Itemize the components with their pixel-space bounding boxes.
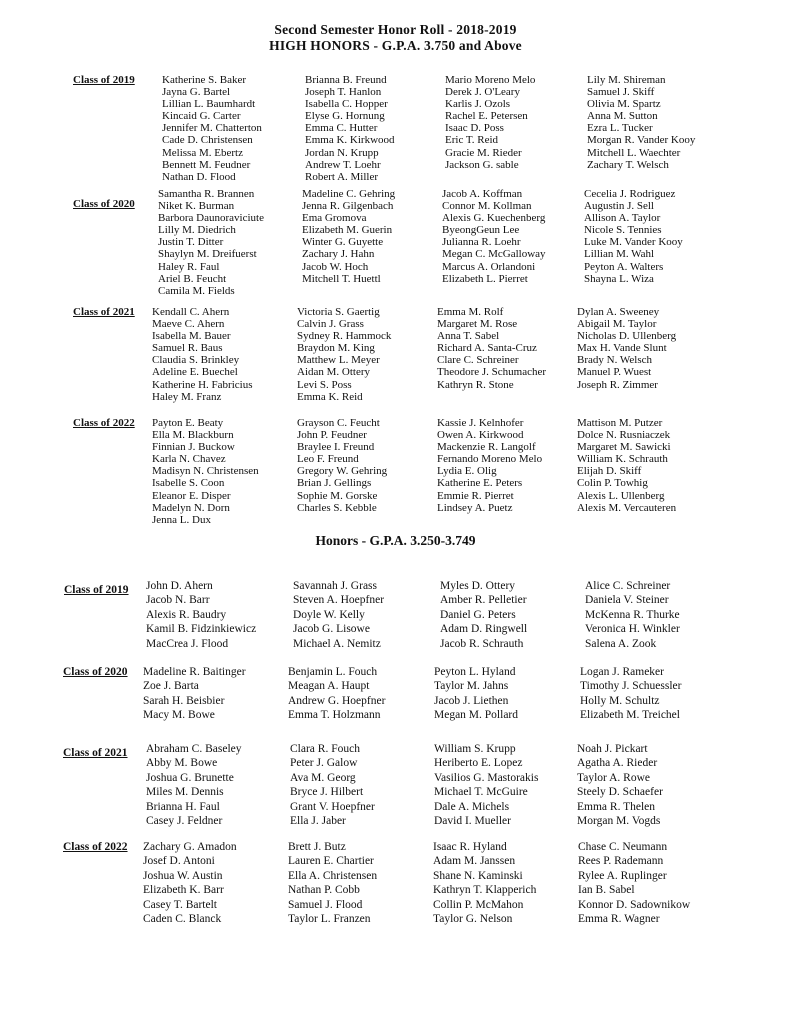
student-name: Elizabeth L. Pierret — [442, 272, 528, 285]
student-name: Katherine E. Peters — [437, 477, 523, 490]
student-name: Mattison M. Putzer — [577, 417, 663, 429]
student-name: Claudia S. Brinkley — [152, 354, 240, 367]
student-name: Nathan D. Flood — [162, 170, 236, 183]
student-name: Adam M. Janssen — [433, 855, 516, 868]
class-label: Class of 2022 — [63, 841, 128, 853]
student-name: Max H. Vande Slunt — [577, 342, 667, 355]
student-name: Marcus A. Orlandoni — [442, 260, 536, 273]
student-name: Steely D. Schaefer — [577, 786, 663, 799]
student-name: Agatha A. Rieder — [577, 757, 658, 770]
student-name: Owen A. Kirkwood — [437, 429, 524, 442]
student-name: Dolce N. Rusniaczek — [577, 429, 671, 442]
name-column — [162, 74, 262, 183]
student-name: Collin P. McMahon — [433, 898, 524, 911]
page-header — [0, 22, 791, 54]
student-name: Grayson C. Feucht — [297, 417, 380, 429]
student-name: Alice C. Schreiner — [585, 580, 671, 592]
student-name: Brian J. Gellings — [297, 477, 372, 490]
student-name: Victoria S. Gaertig — [297, 306, 380, 318]
student-name: Rees P. Rademann — [578, 855, 664, 868]
student-name: Anna M. Sutton — [587, 110, 658, 123]
name-column — [152, 306, 253, 403]
student-name: Bryce J. Hilbert — [290, 786, 364, 799]
student-name: Sydney R. Hammock — [297, 330, 392, 343]
name-column — [445, 74, 535, 171]
student-name: Shaylyn M. Dreifuerst — [158, 248, 257, 261]
student-name: Elijah D. Skiff — [577, 465, 642, 478]
student-name: Alexis G. Kuechenberg — [442, 212, 546, 225]
student-name: Madelyn N. Dorn — [152, 501, 230, 514]
student-name: Anna T. Sabel — [437, 330, 500, 343]
student-name: Emma T. Holzmann — [288, 709, 381, 722]
class-label: Class of 2022 — [73, 417, 135, 429]
student-name: Konnor D. Sadownikow — [578, 898, 691, 911]
name-column — [440, 579, 527, 651]
student-name: Mitchell L. Waechter — [587, 146, 681, 159]
student-name: Alexis R. Baudry — [146, 608, 227, 621]
student-name: Rachel E. Petersen — [445, 110, 528, 123]
student-name: Lillian M. Wahl — [584, 248, 655, 261]
name-column — [577, 306, 676, 391]
student-name: Joshua G. Brunette — [146, 771, 234, 784]
student-name: Matthew L. Meyer — [297, 354, 380, 367]
student-name: Lindsey A. Puetz — [437, 501, 513, 514]
class-label: Class of 2020 — [63, 666, 128, 678]
student-name: Mackenzie R. Langolf — [437, 441, 536, 454]
student-name: Clare C. Schreiner — [437, 354, 519, 367]
student-name: Noah J. Pickart — [577, 743, 648, 755]
student-name: Jacob R. Schrauth — [440, 637, 524, 650]
student-name: Leo F. Freund — [297, 453, 359, 466]
student-name: Savannah J. Grass — [293, 580, 377, 592]
name-column — [434, 665, 518, 723]
student-name: Elizabeth M. Guerin — [302, 224, 393, 237]
student-name: David I. Mueller — [434, 814, 511, 827]
student-name: Taylor L. Franzen — [288, 912, 371, 925]
name-column — [297, 306, 391, 403]
student-name: Salena A. Zook — [585, 637, 657, 650]
student-name: Ezra L. Tucker — [587, 122, 653, 135]
student-name: Elizabeth K. Barr — [143, 884, 224, 897]
student-name: Elizabeth M. Treichel — [580, 709, 680, 722]
student-name: Colin P. Towhig — [577, 477, 648, 490]
student-name: Myles D. Ottery — [440, 580, 516, 592]
student-name: Winter G. Guyette — [302, 236, 384, 249]
student-name: Julianna R. Loehr — [442, 236, 521, 249]
student-name: Michael T. McGuire — [434, 786, 528, 799]
student-name: Luke M. Vander Kooy — [584, 236, 683, 249]
student-name: Calvin J. Grass — [297, 318, 364, 331]
student-name: Jacob N. Barr — [146, 594, 210, 607]
student-name: Ella A. Christensen — [288, 869, 378, 882]
student-name: William K. Schrauth — [577, 453, 668, 466]
name-column — [302, 188, 395, 285]
student-name: Morgan R. Vander Kooy — [587, 134, 696, 147]
name-column — [143, 665, 246, 723]
student-name: Jacob G. Lisowe — [293, 623, 370, 636]
student-name: Theodore J. Schumacher — [437, 366, 547, 379]
student-name: Zachary G. Amadon — [143, 841, 237, 853]
name-column — [587, 74, 695, 171]
student-name: Chase C. Neumann — [578, 841, 668, 853]
student-name: Ella M. Blackburn — [152, 429, 234, 442]
student-name: Taylor M. Jahns — [434, 680, 509, 693]
student-name: Taylor G. Nelson — [433, 912, 513, 925]
student-name: Bennett M. Feudner — [162, 158, 251, 171]
student-name: Camila M. Fields — [158, 284, 235, 297]
student-name: Grant V. Hoepfner — [290, 800, 375, 813]
name-column — [146, 579, 256, 651]
name-column — [146, 742, 242, 828]
student-name: Samantha R. Brannen — [158, 188, 255, 200]
student-name: Jackson G. sable — [445, 158, 519, 171]
student-name: Adam D. Ringwell — [440, 623, 528, 636]
name-column — [290, 742, 375, 828]
student-name: Jordan N. Krupp — [305, 146, 379, 159]
student-name: Nathan P. Cobb — [288, 884, 360, 897]
student-name: Jayna G. Bartel — [162, 86, 231, 99]
student-name: Morgan M. Vogds — [577, 814, 661, 827]
name-column — [580, 665, 682, 723]
student-name: Zachary J. Hahn — [302, 248, 375, 261]
student-name: Allison A. Taylor — [584, 212, 661, 225]
name-column — [152, 417, 259, 526]
student-name: Michael A. Nemitz — [293, 637, 381, 650]
student-name: Dylan A. Sweeney — [577, 306, 660, 318]
student-name: Isaac D. Poss — [445, 122, 504, 135]
student-name: Emmie R. Pierret — [437, 489, 514, 502]
student-name: Rylee A. Ruplinger — [578, 869, 667, 882]
student-name: Margaret M. Rose — [437, 318, 518, 331]
student-name: Megan M. Pollard — [434, 709, 519, 722]
student-name: Madeline R. Baitinger — [143, 666, 246, 678]
student-name: Sarah H. Beisbier — [143, 694, 225, 707]
page-title: Second Semester Honor Roll - 2018-2019 — [274, 22, 517, 37]
student-name: Eleanor E. Disper — [152, 489, 231, 502]
student-name: Ava M. Georg — [290, 771, 356, 784]
student-name: Casey J. Feldner — [146, 814, 223, 827]
student-name: Lillian L. Baumhardt — [162, 98, 256, 111]
student-name: Ema Gromova — [302, 212, 367, 225]
student-name: Andrew T. Loehr — [305, 158, 381, 171]
student-name: Braydon M. King — [297, 342, 375, 355]
student-name: Ella J. Jaber — [290, 814, 346, 827]
student-name: Kamil B. Fidzinkiewicz — [146, 623, 257, 636]
student-name: MacCrea J. Flood — [146, 637, 229, 650]
honors-heading: Honors - G.P.A. 3.250-3.749 — [315, 533, 476, 548]
student-name: Jenna L. Dux — [152, 513, 211, 526]
student-name: Miles M. Dennis — [146, 786, 224, 799]
student-name: Shayna L. Wiza — [584, 272, 654, 285]
student-name: Lydia E. Olig — [437, 465, 497, 478]
class-label: Class of 2020 — [73, 198, 135, 210]
student-name: Gracie M. Rieder — [445, 146, 522, 159]
student-name: Katherine H. Fabricius — [152, 378, 253, 391]
student-name: Macy M. Bowe — [143, 709, 215, 722]
name-column — [442, 188, 546, 285]
student-name: Augustin J. Sell — [584, 200, 654, 213]
student-name: Connor M. Kollman — [442, 200, 532, 213]
student-name: Fernando Moreno Melo — [437, 453, 543, 466]
student-name: Meagan A. Haupt — [288, 680, 370, 693]
student-name: Aidan M. Ottery — [297, 366, 371, 379]
student-name: Emma K. Reid — [297, 390, 363, 403]
student-name: Gregory W. Gehring — [297, 465, 388, 478]
name-column — [305, 74, 395, 183]
student-name: Haley R. Faul — [158, 260, 220, 273]
student-name: Megan C. McGalloway — [442, 248, 546, 261]
student-name: Lauren E. Chartier — [288, 855, 374, 868]
student-name: Margaret M. Sawicki — [577, 441, 671, 454]
student-name: Karlis J. Ozols — [445, 98, 511, 111]
student-name: Steven A. Hoepfner — [293, 594, 385, 607]
student-name: Braylee I. Freund — [297, 441, 375, 454]
student-name: Joseph R. Zimmer — [577, 378, 658, 391]
student-name: Doyle W. Kelly — [293, 608, 365, 621]
student-name: Brett J. Butz — [288, 841, 346, 853]
student-name: Lily M. Shireman — [587, 74, 666, 86]
student-name: Holly M. Schultz — [580, 694, 660, 707]
student-name: Adeline E. Buechel — [152, 366, 238, 379]
student-name: Nicole S. Tennies — [584, 224, 662, 237]
student-name: Isabella M. Bauer — [152, 330, 231, 343]
name-column — [288, 665, 385, 723]
student-name: Joseph T. Hanlon — [305, 86, 382, 99]
student-name: Maeve C. Ahern — [152, 318, 225, 331]
student-name: Manuel P. Wuest — [577, 366, 652, 379]
student-name: Daniela V. Steiner — [585, 594, 669, 607]
student-name: Olivia M. Spartz — [587, 98, 661, 111]
name-column — [288, 840, 377, 926]
student-name: Jacob J. Liethen — [434, 694, 509, 707]
student-name: Brianna H. Faul — [146, 800, 220, 813]
student-name: Timothy J. Schuessler — [580, 680, 682, 693]
student-name: Brianna B. Freund — [305, 74, 387, 86]
name-column — [585, 579, 680, 651]
student-name: William S. Krupp — [434, 743, 516, 755]
student-name: Mario Moreno Melo — [445, 74, 536, 86]
student-name: Sophie M. Gorske — [297, 489, 378, 502]
student-name: Emma R. Wagner — [578, 912, 660, 925]
student-name: Peter J. Galow — [290, 757, 358, 770]
student-name: Jacob W. Hoch — [302, 260, 369, 273]
student-name: Alexis M. Vercauteren — [577, 501, 677, 514]
high-honors-heading: HIGH HONORS - G.P.A. 3.750 and Above — [269, 38, 522, 53]
name-column — [578, 840, 690, 926]
student-name: Justin T. Ditter — [158, 236, 224, 249]
student-name: Casey T. Bartelt — [143, 898, 217, 911]
student-name: Lilly M. Diedrich — [158, 224, 236, 237]
student-name: Joshua W. Austin — [143, 869, 223, 882]
student-name: Mitchell T. Huettl — [302, 272, 381, 285]
student-name: Samuel J. Skiff — [587, 86, 655, 99]
student-name: Levi S. Poss — [297, 378, 352, 391]
student-name: Derek J. O'Leary — [445, 86, 520, 99]
student-name: Benjamin L. Fouch — [288, 666, 378, 678]
student-name: Taylor A. Rowe — [577, 771, 650, 784]
student-name: Samuel R. Baus — [152, 342, 223, 355]
name-column — [433, 840, 536, 926]
name-column — [437, 417, 542, 514]
student-name: Caden C. Blanck — [143, 912, 222, 925]
student-name: Barbora Daunoraviciute — [158, 212, 264, 225]
student-name: Shane N. Kaminski — [433, 869, 523, 882]
student-name: Emma C. Hutter — [305, 122, 378, 135]
student-name: Veronica H. Winkler — [585, 623, 680, 636]
student-name: Emma M. Rolf — [437, 306, 504, 318]
name-column — [143, 840, 237, 926]
class-label: Class of 2019 — [73, 74, 135, 86]
student-name: Haley M. Franz — [152, 390, 222, 403]
student-name: Kincaid G. Carter — [162, 110, 241, 123]
class-label: Class of 2021 — [73, 306, 135, 318]
student-name: Emma K. Kirkwood — [305, 134, 395, 147]
student-name: Finnian J. Buckow — [152, 441, 235, 454]
student-name: Logan J. Rameker — [580, 666, 664, 678]
student-name: Jennifer M. Chatterton — [162, 122, 262, 135]
student-name: Isabelle S. Coon — [152, 477, 225, 490]
student-name: Heriberto E. Lopez — [434, 757, 523, 770]
student-name: Eric T. Reid — [445, 134, 499, 147]
student-name: Isabella C. Hopper — [305, 98, 388, 111]
class-label: Class of 2021 — [63, 747, 128, 759]
student-name: Abraham C. Baseley — [146, 743, 242, 755]
name-column — [437, 306, 546, 391]
student-name: Jenna R. Gilgenbach — [302, 200, 394, 213]
student-name: Cecelia J. Rodriguez — [584, 188, 676, 200]
student-name: Emma R. Thelen — [577, 800, 656, 813]
name-column — [297, 417, 387, 514]
student-name: Madisyn N. Christensen — [152, 465, 259, 478]
name-column — [158, 188, 264, 297]
student-name: Karla N. Chavez — [152, 453, 226, 466]
student-name: Amber R. Pelletier — [440, 594, 527, 607]
student-name: Niket K. Burman — [158, 200, 235, 213]
class-label: Class of 2019 — [64, 584, 129, 596]
student-name: Alexis L. Ullenberg — [577, 489, 665, 502]
name-column — [434, 742, 538, 828]
student-name: Ian B. Sabel — [578, 884, 635, 897]
student-name: Kathryn T. Klapperich — [433, 884, 537, 897]
name-column — [577, 417, 676, 514]
student-name: Peyton A. Walters — [584, 260, 664, 273]
student-name: Payton E. Beaty — [152, 417, 224, 429]
student-name: Josef D. Antoni — [143, 855, 215, 868]
name-column — [584, 188, 683, 285]
student-name: McKenna R. Thurke — [585, 608, 680, 621]
student-name: Robert A. Miller — [305, 170, 379, 183]
student-name: Charles S. Kebble — [297, 501, 377, 514]
student-name: Cade D. Christensen — [162, 134, 253, 147]
student-name: Isaac R. Hyland — [433, 841, 507, 853]
student-name: ByeongGeun Lee — [442, 224, 520, 237]
student-name: Madeline C. Gehring — [302, 188, 396, 200]
student-name: Zoe J. Barta — [143, 680, 199, 693]
student-name: Dale A. Michels — [434, 800, 510, 813]
name-column — [293, 579, 384, 651]
student-name: Ariel B. Feucht — [158, 272, 227, 285]
student-name: Kendall C. Ahern — [152, 306, 230, 318]
student-name: Kathryn R. Stone — [437, 378, 514, 391]
student-name: Katherine S. Baker — [162, 74, 246, 86]
student-name: Zachary T. Welsch — [587, 158, 669, 171]
student-name: Brady N. Welsch — [577, 354, 652, 367]
student-name: Kassie J. Kelnhofer — [437, 417, 524, 429]
student-name: Clara R. Fouch — [290, 743, 360, 755]
student-name: Jacob A. Koffman — [442, 188, 523, 200]
student-name: Nicholas D. Ullenberg — [577, 330, 677, 343]
student-name: Abby M. Bowe — [146, 757, 218, 770]
student-name: Peyton L. Hyland — [434, 666, 516, 678]
student-name: Abigail M. Taylor — [577, 318, 657, 331]
student-name: Vasilios G. Mastorakis — [434, 771, 539, 784]
student-name: Daniel G. Peters — [440, 608, 516, 621]
student-name: Elyse G. Hornung — [305, 110, 385, 123]
name-column — [577, 742, 663, 828]
student-name: Andrew G. Hoepfner — [288, 694, 386, 707]
student-name: Melissa M. Ebertz — [162, 146, 243, 159]
student-name: Richard A. Santa-Cruz — [437, 342, 537, 355]
student-name: John P. Feudner — [297, 429, 367, 442]
student-name: Samuel J. Flood — [288, 898, 363, 911]
student-name: John D. Ahern — [146, 580, 213, 592]
